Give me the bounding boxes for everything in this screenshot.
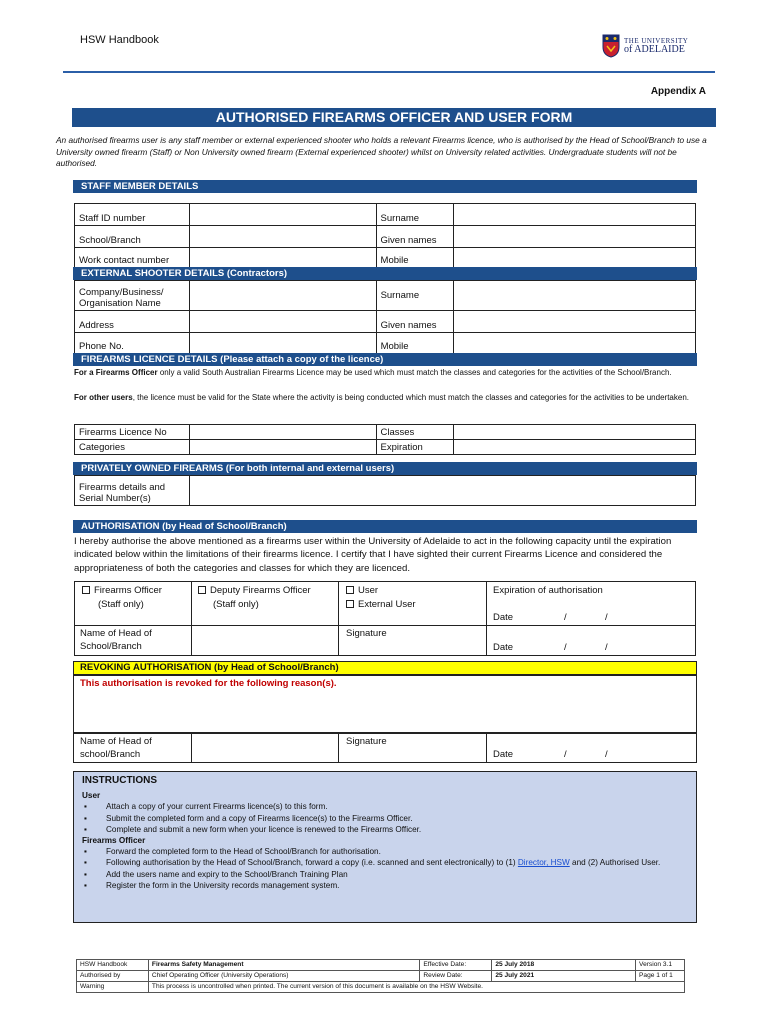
option-deputy-officer-sub: (Staff only) <box>213 599 259 610</box>
firearms-officer-checkbox[interactable] <box>82 586 90 594</box>
expiration-field[interactable] <box>454 440 696 455</box>
authorisation-section-heading: AUTHORISATION (by Head of School/Branch) <box>73 520 697 533</box>
staff-surname-label: Surname <box>376 204 454 226</box>
footer-handbook: HSW Handbook <box>77 960 149 971</box>
expiration-label: Expiration <box>376 440 454 455</box>
organisation-label: Company/Business/ Organisation Name <box>75 281 190 311</box>
head-of-school-field[interactable] <box>195 629 335 653</box>
user-checkbox[interactable] <box>346 586 354 594</box>
footer-authorised-by: Chief Operating Officer (University Operations) <box>148 971 419 982</box>
licence-section-heading: FIREARMS LICENCE DETAILS (Please attach a copy of the licence) <box>73 353 697 366</box>
option-firearms-officer-sub: (Staff only) <box>98 599 144 610</box>
external-section-heading: EXTERNAL SHOOTER DETAILS (Contractors) <box>73 267 697 280</box>
organisation-field[interactable] <box>189 281 376 311</box>
auth-divider-1 <box>191 581 192 656</box>
revoke-date-sep-2: / <box>605 749 608 760</box>
expiry-date-sep-1: / <box>564 612 567 623</box>
list-item: ▪ Attach a copy of your current Firearms licence(s) to this form. <box>82 801 688 812</box>
footer-topic: Firearms Safety Management <box>148 960 419 971</box>
licence-note-other: For other users, the licence must be valid for the State where the activity is being conducted which must match the classes and categories for the activities to be undertaken. <box>74 393 689 402</box>
licence-note-officer: For a Firearms Officer only a valid South Australian Firearms Licence may be used which must match the classes and categories for the activities of the School/Branch. <box>74 368 672 377</box>
phone-field[interactable] <box>189 333 376 354</box>
option-deputy-officer[interactable]: Deputy Firearms Officer <box>198 584 311 597</box>
signature-date-sep-2: / <box>605 642 608 653</box>
categories-label: Categories <box>75 440 190 455</box>
categories-field[interactable] <box>189 440 376 455</box>
option-external-user[interactable]: External User <box>346 598 416 611</box>
school-branch-label: School/Branch <box>75 226 190 248</box>
staff-given-names-label: Given names <box>376 226 454 248</box>
document-footer <box>76 959 685 993</box>
instructions-panel <box>73 771 697 923</box>
phone-label: Phone No. <box>75 333 190 354</box>
authorisation-statement: I hereby authorise the above mentioned as a firearms user within the University of Adelaide to act in the following capacity until the expiration indicated below within the limitations of their firearms licence. I certify that I have sighted their current Firearms Licence and considered the appropriateness of both the categories and classes for which they are licenced. <box>74 536 672 574</box>
footer-page: Page 1 of 1 <box>636 971 685 982</box>
external-mobile-label: Mobile <box>376 333 454 354</box>
footer-review-label: Review Date: <box>420 971 492 982</box>
expiry-date-label: Date <box>493 612 514 623</box>
revoke-date-sep-1: / <box>564 749 567 760</box>
expiry-date-sep-2: / <box>605 612 608 623</box>
private-firearms-table <box>74 475 696 506</box>
list-item: ▪ Following authorisation by the Head of School/Branch, forward a copy (i.e. scanned and sent electronically) to (1) Director, HSW and (2) Authorised User. <box>82 857 688 868</box>
signature-date-sep-1: / <box>564 642 567 653</box>
footer-effective-label: Effective Date: <box>420 960 492 971</box>
revoke-head-field[interactable] <box>195 737 335 761</box>
signature-date-label: Date <box>493 642 514 653</box>
staff-mobile-field[interactable] <box>454 248 696 268</box>
officer-instructions-heading: Firearms Officer <box>82 836 146 846</box>
work-contact-field[interactable] <box>189 248 376 268</box>
auth-divider-2 <box>338 581 339 656</box>
classes-label: Classes <box>376 425 454 440</box>
list-item: ▪ Submit the completed form and a copy of Firearms licence(s) to the Firearms Officer. <box>82 813 688 824</box>
revoke-head-label: Name of Head of school/Branch <box>80 736 152 760</box>
external-mobile-field[interactable] <box>454 333 696 354</box>
address-field[interactable] <box>189 311 376 333</box>
work-contact-label: Work contact number <box>75 248 190 268</box>
logo-line2: of ADELAIDE <box>624 43 685 55</box>
firearms-details-field[interactable] <box>189 476 695 506</box>
list-item: ▪ Register the form in the University records management system. <box>82 880 688 891</box>
licence-no-field[interactable] <box>189 425 376 440</box>
option-firearms-officer[interactable]: Firearms Officer <box>82 584 162 597</box>
header-title: HSW Handbook <box>80 34 159 46</box>
auth-divider-3 <box>486 581 487 656</box>
revoke-signature-label: Signature <box>346 736 387 747</box>
staff-section-heading: STAFF MEMBER DETAILS <box>73 180 697 193</box>
expiry-label: Expiration of authorisation <box>493 585 603 596</box>
staff-mobile-label: Mobile <box>376 248 454 268</box>
external-given-names-label: Given names <box>376 311 454 333</box>
appendix-label: Appendix A <box>650 86 706 97</box>
external-given-names-field[interactable] <box>454 311 696 333</box>
logo-line1: THE UNIVERSITY <box>624 36 689 45</box>
footer-review-date: 25 July 2021 <box>492 971 636 982</box>
classes-field[interactable] <box>454 425 696 440</box>
revoke-reason-text: This authorisation is revoked for the following reason(s). <box>80 678 337 689</box>
officer-instructions-list <box>82 846 688 891</box>
head-of-school-label: Name of Head of School/Branch <box>80 628 152 652</box>
user-instructions-list <box>82 801 688 835</box>
revoke-divider-1 <box>191 733 192 763</box>
list-item: ▪ Add the users name and expiry to the School/Branch Training Plan <box>82 869 688 880</box>
user-instructions-heading: User <box>82 791 101 801</box>
external-details-table <box>74 280 696 354</box>
form-title: AUTHORISED FIREARMS OFFICER AND USER FORM <box>72 108 716 127</box>
auth-divider-row <box>74 625 696 626</box>
staff-details-table <box>74 203 696 268</box>
footer-version: Version 3.1 <box>636 960 685 971</box>
revoke-divider-3 <box>486 733 487 763</box>
external-surname-label: Surname <box>376 281 454 311</box>
option-user[interactable]: User <box>346 584 378 597</box>
staff-id-label: Staff ID number <box>75 204 190 226</box>
school-branch-field[interactable] <box>189 226 376 248</box>
instructions-heading: INSTRUCTIONS <box>82 775 157 786</box>
external-surname-field[interactable] <box>454 281 696 311</box>
external-user-checkbox[interactable] <box>346 600 354 608</box>
intro-text: An authorised firearms user is any staff member or external experienced shooter who holds a relevant Firearms licence, who is authorised by the Head of School/Branch to use a University owned firearm (Staff) or Non University owned firearm (External experienced shooter) whilst on University related activities. Undergraduate students will not be authorised. <box>56 135 707 169</box>
footer-authorised-label: Authorised by <box>77 971 149 982</box>
header-divider <box>63 71 715 73</box>
revoke-section-heading: REVOKING AUTHORISATION (by Head of School/Branch) <box>73 661 697 675</box>
signature-label: Signature <box>346 628 387 639</box>
deputy-officer-checkbox[interactable] <box>198 586 206 594</box>
crest-icon <box>602 34 620 58</box>
list-item: ▪ Complete and submit a new form when your licence is renewed to the Firearms Officer. <box>82 824 688 835</box>
staff-given-names-field[interactable] <box>454 226 696 248</box>
address-label: Address <box>75 311 190 333</box>
licence-no-label: Firearms Licence No <box>75 425 190 440</box>
firearms-details-label: Firearms details and Serial Number(s) <box>75 476 190 506</box>
revoke-divider-2 <box>338 733 339 763</box>
footer-warning-text: This process is uncontrolled when printed. The current version of this document is available on the HSW Website. <box>148 982 684 993</box>
university-logo <box>602 32 694 60</box>
revoke-date-label: Date <box>493 749 514 760</box>
licence-table <box>74 424 696 455</box>
director-hsw-link[interactable]: Director, HSW <box>517 858 570 868</box>
footer-effective-date: 25 July 2018 <box>492 960 636 971</box>
private-section-heading: PRIVATELY OWNED FIREARMS (For both internal and external users) <box>73 462 697 475</box>
staff-surname-field[interactable] <box>454 204 696 226</box>
footer-warning-label: Warning <box>77 982 149 993</box>
list-item: ▪ Forward the completed form to the Head of School/Branch for authorisation. <box>82 846 688 857</box>
staff-id-field[interactable] <box>189 204 376 226</box>
